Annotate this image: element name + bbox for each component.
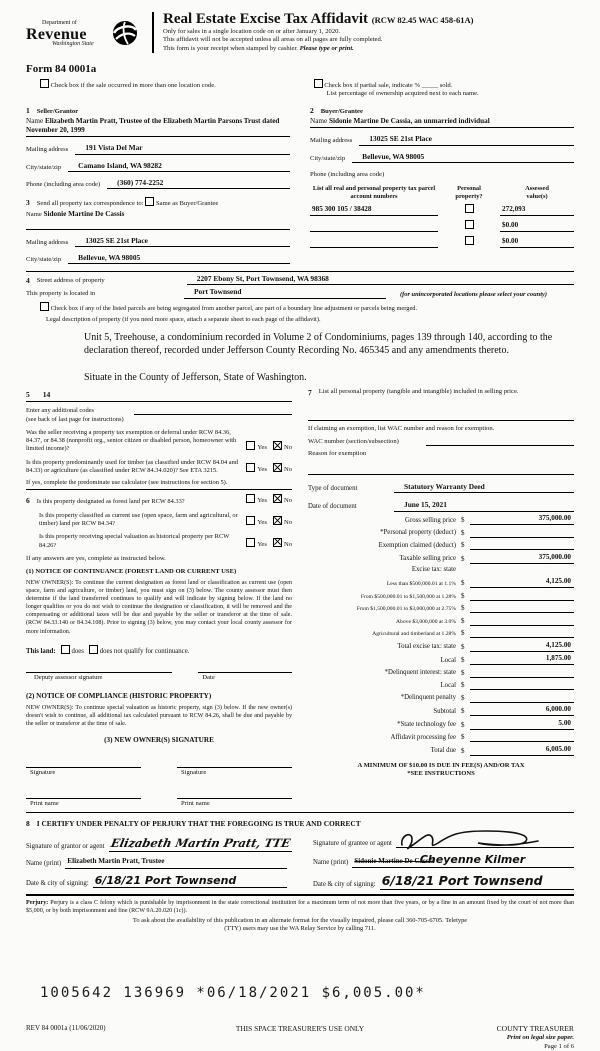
rev-form-number: REV 84 0001a (11/06/2020) xyxy=(26,1024,106,1033)
form-number: Form 84 0001a xyxy=(26,63,97,75)
question-historical-property: Is this property receiving special valuation as historical property per RCW 84.26? Yes No xyxy=(39,533,292,549)
tier2-tax-field[interactable] xyxy=(470,591,574,601)
seller-city-field[interactable]: Camano Island, WA 98282 xyxy=(68,161,290,172)
subtitle-line-3: This form is your receipt when stamped by cashier. Please type or print. xyxy=(163,44,354,52)
page-footer xyxy=(26,1024,574,1051)
located-in-row xyxy=(26,287,574,298)
rcw-reference: (RCW 82.45 WAC 458-61A) xyxy=(371,15,474,25)
exemption-claimed-field[interactable] xyxy=(470,540,574,550)
located-in-label: This property is located in xyxy=(26,290,96,298)
total-due-field[interactable]: 6,005.00 xyxy=(470,745,574,756)
question-timber-agriculture: Is this property predominantly used for timber (as classified under RCW 84.04 and 84.33) or agriculture (as classified under RCW 84.34.020)? See ETA 3215. Yes No xyxy=(26,458,292,474)
situate-text: Situate in the County of Jefferson, State of Washington. xyxy=(84,371,307,383)
seller-mailing-field[interactable]: 191 Vista Del Mar xyxy=(75,143,290,154)
seller-column: 1 Seller/Grantor Name Elizabeth Martin Pratt, Trustee of the Elizabeth Martin Parsons Trust dated November 20, 1999 Mailing address 191 Vista Del Mar City/state/zip Camano Island, WA 98282 Phone (including area code) (360) 774-2252 3 Send all property tax correspondence to: Same as Buyer/Grantee Name Sidonie Martine De Cassis Mailing address 13025 SE 21st Place City/state/zip Bellevue, WA 98005 xyxy=(26,106,290,264)
wac-number-field[interactable] xyxy=(426,435,574,446)
grantor-date-city-handwriting: 6/18/21 Port Townsend xyxy=(94,873,237,887)
street-address-label: Street address of property xyxy=(36,277,105,285)
grantee-date-city-handwriting: 6/18/21 Port Townsend xyxy=(381,872,543,888)
unincorporated-note: (for unincorporated locations please select your county) xyxy=(400,290,547,298)
parcel-number-field[interactable] xyxy=(310,236,438,248)
buyer-mailing-field[interactable]: 13025 SE 21st Place xyxy=(359,134,574,145)
revenue-swoosh-icon xyxy=(112,20,138,46)
buyer-phone-field[interactable] xyxy=(391,169,574,179)
question-forest-land: 6 Is this property designated as forest land per RCW 84.33? Yes No xyxy=(26,496,292,506)
seller-name-value: Elizabeth Martin Pratt, Trustee of the Elizabeth Martin Parsons Trust dated November 20, 1999 xyxy=(26,117,280,135)
q2-yes-checkbox[interactable] xyxy=(246,463,255,472)
type-of-document-label: Type of document xyxy=(308,484,358,492)
alternate-format-line-2: (TTY) users may use the WA Relay Service by calling 711. xyxy=(224,924,376,932)
q3-no-checkbox-checked[interactable] xyxy=(273,494,282,503)
does-qualify-checkbox[interactable] xyxy=(61,645,70,654)
same-as-buyer-label: Same as Buyer/Grantee xyxy=(156,200,219,208)
grantor-name-print-field[interactable]: Elizabeth Martin Pratt, Trustee xyxy=(65,857,287,869)
treasurer-receipt-stamp: 1005642 136969 *06/18/2021 $6,005.00* xyxy=(40,984,426,1001)
segregated-label: Check box if any of the listed parcels are being segregated from another parcel, are part of a boundary line adjustment or parcels being merged. xyxy=(50,304,418,312)
parcel-number-field[interactable] xyxy=(310,220,438,232)
land-qualify-row: This land: does does not qualify for continuance. xyxy=(26,645,292,656)
personal-property-deduct-field[interactable] xyxy=(470,528,574,538)
tier1-tax-field[interactable]: 4,125.00 xyxy=(470,577,574,588)
assessed-value-col-header: Assessed value(s) xyxy=(525,184,549,200)
grantor-signature: Elizabeth Martin Pratt, TTE xyxy=(109,836,292,851)
dept-of-label: Department of xyxy=(42,20,77,26)
left-questions-column: 5 14 Enter any additional codes (see back of last page for instructions) Was the seller receiving a property tax exemption or deferral under RCW 84.36, 84.37, or 84.38 (nonprofit org., senior citizen or disabled person, homeowner with limited income)? Yes No Is this property predominantly used for timber (as classified under RCW 84.04 and 84.33) or agriculture (as classified under RCW 84.34.020)? See ETA 3215. Yes No If yes, complete the predominate use calculator (see instructions for section 5). 6 Is this property designated as forest land per RCW 84.33? Yes No Is this property classified as current use (open space, farm and agricultural, or timber) land per RCW 84.34? Yes No Is this property receiving special valuation as historical property per RCW 84.26? Yes No If any answers are yes, complete as instructed below. (1) NOTICE OF CONTINUANCE (FOREST LAND OR CURRENT USE) NEW OWNER(S): To continue the current designation as forest land or classification as current use (open space, farm and agriculture, or timber) land, you must sign on (3) below. The county assessor must then determine if the land transferred continues to qualify and will indicate by signing below. If the land no longer qualifies or you do not wish to continue the designation or classification, it will be removed and the compensating or additional taxes will be due and payable by the seller or transferor at the time of sale. (RCW 84.33.140 or 84.34.108). Prior to signing (3) below, you may contact your local county assessor for more information. This land: does does not qualify for continuance. Deputy assessor signature Date (2) NOTICE OF COMPLIANCE (HISTORIC PROPERTY) NEW OWNER(S): To continue special valuation as historic property, sign (3) below. If the new owner(s) doesn't wish to continue, all additional tax calculated pursuant to RCW 84.26, shall be due and payable by the seller or transferor at the time of sale. (3) NEW OWNER(S) SIGNATURE Signature Signature Print name Print name xyxy=(26,390,292,807)
local-tax-field[interactable]: 1,875.00 xyxy=(470,654,574,665)
q1-yes-checkbox[interactable] xyxy=(246,441,255,450)
parcel-3-personal-checkbox[interactable] xyxy=(465,236,474,245)
grantee-signature-field[interactable] xyxy=(396,836,574,848)
buyer-heading: Buyer/Grantee xyxy=(320,108,363,116)
alternate-format-line-1: To ask about the availability of this publication in an alternate format for the visually impaired, please call 360-705-6705. Teletype xyxy=(132,916,468,924)
notice-compliance-body: NEW OWNER(S): To continue special valuation as historic property, sign (3) below. If the new owner(s) doesn't wish to continue, all additional tax calculated pursuant to RCW 84.26, shall be due and payable by the seller or transferor at the time of sale. xyxy=(26,705,292,728)
legal-description xyxy=(84,331,554,385)
q5-no-checkbox-checked[interactable] xyxy=(273,538,282,547)
notice-continuance-title: (1) NOTICE OF CONTINUANCE (FOREST LAND OR CURRENT USE) xyxy=(26,568,237,576)
seller-name-field[interactable]: Name Elizabeth Martin Pratt, Trustee of the Elizabeth Martin Parsons Trust dated November 20, 1999 xyxy=(26,117,290,137)
delinquent-interest-local-field[interactable] xyxy=(470,680,574,690)
located-in-field[interactable]: Port Townsend xyxy=(184,287,386,298)
seller-heading: Seller/Grantor xyxy=(36,108,79,116)
parcel-3-assessed-value[interactable]: $0.00 xyxy=(500,236,574,248)
agricultural-tax-field[interactable] xyxy=(470,628,574,638)
new-owner-signature-line-2[interactable]: Signature xyxy=(177,767,292,777)
street-address-field[interactable]: 2207 Ebony St, Port Townsend, WA 98368 xyxy=(187,274,574,285)
gross-selling-price-field[interactable]: 375,000.00 xyxy=(470,514,574,525)
buyer-city-field[interactable]: Bellevue, WA 98005 xyxy=(352,152,574,163)
does-not-qualify-checkbox[interactable] xyxy=(89,645,98,654)
form-header xyxy=(26,12,574,77)
question-exemption-deferral: Was the seller receiving a property tax exemption or deferral under RCW 84.36, 84.37, or 84.38 (nonprofit org., senior citizen or disabled person, homeowner with limited income)? Yes No xyxy=(26,428,292,453)
dor-logo xyxy=(26,20,138,54)
street-address-row: 4 Street address of property 2207 Ebony St, Port Townsend, WA 98368 xyxy=(26,274,574,285)
parcel-1-assessed-value[interactable]: 272,093 xyxy=(500,204,574,216)
parcel-1-personal-checkbox[interactable] xyxy=(465,204,474,213)
date-of-document-label: Date of document xyxy=(308,503,357,511)
excise-tax-state-header: Excise tax: state xyxy=(411,566,456,574)
grantee-name-handwriting: Cheyenne Kilmer xyxy=(419,853,526,867)
parcel-col-header: List all real and personal property tax parcel account numbers xyxy=(312,184,436,200)
new-owner-signature-line-1[interactable]: Signature xyxy=(26,767,141,777)
legal-description-label: Legal description of property (if you need more space, attach a separate sheet to each page of the affidavit). xyxy=(46,315,321,323)
q2-no-checkbox-checked[interactable] xyxy=(273,463,282,472)
additional-codes-label: Enter any additional codes xyxy=(26,406,94,414)
buyer-name-field[interactable]: Name Sidonie Martine De Cassia, an unmarried individual xyxy=(310,117,574,128)
delinquent-interest-state-field[interactable] xyxy=(470,668,574,678)
total-excise-state-field[interactable]: 4,125.00 xyxy=(470,641,574,652)
top-checkbox-row xyxy=(26,79,574,98)
parcel-2-assessed-value[interactable]: $0.00 xyxy=(500,220,574,232)
same-as-buyer-checkbox[interactable] xyxy=(145,197,154,206)
partial-sale-checkbox[interactable] xyxy=(314,79,323,88)
new-owner-print-name-2[interactable]: Print name xyxy=(177,798,292,808)
new-owner-signature-title: (3) NEW OWNER(S) SIGNATURE xyxy=(104,736,214,745)
revenue-wordmark: Revenue xyxy=(26,26,87,43)
grantee-signature-scribble xyxy=(398,829,548,851)
question-current-use: Is this property classified as current use (open space, farm and agricultural, or timber) land per RCW 84.34? Yes No xyxy=(39,511,292,527)
dor-logo-block xyxy=(26,12,144,77)
grantee-date-city-field[interactable] xyxy=(380,873,574,890)
exemption-instructions: If claiming an exemption, list WAC number and reason for exemption. xyxy=(308,424,495,432)
correspondence-name-value[interactable]: Sidonie Martine De Cassis xyxy=(43,210,125,219)
deputy-assessor-signature-line[interactable]: Deputy assessor signature xyxy=(26,672,172,682)
correspondence-city-field[interactable]: Bellevue, WA 98005 xyxy=(68,253,290,264)
grantor-signature-field[interactable] xyxy=(109,836,292,851)
right-tax-column: 7 List all personal property (tangible and intangible) included in selling price. If claiming an exemption, list WAC number and reason for exemption. WAC number (section/subsection) Reason for exemption Type of document Statutory Warranty Deed Date of document June 15, 2021 Gross selling price $ 375,000.00 *Personal property (deduct) $ Exemption claimed (deduct) $ Taxable selling price $ 375,000.00 Excise tax: state Less than $500,000.01 at 1.1% $ 4,125.00 From $500,000.01 to $1,500,000 at 1.28% $ From $1,500,000.01 to $3,000,000 at 2.75% $ Above $3,000,000 at 3.0% $ Agricultural and timberland at 1.28% $ Total excise tax: state $ 4,125.00 Local $ 1,875.00 *Delinquent interest: state $ Local $ *Delinquent penalty $ Subtotal $ 6,000.00 *State technology fee $ 5.00 Affidavit processing fee $ Total due $ 6,005.00 A MINIMUM OF $10.00 IS DUE IN FEE(S) AND/OR TAX *SEE INSTRUCTIONS xyxy=(308,388,574,808)
buyer-name-value: Sidonie Martine De Cassia, an unmarried individual xyxy=(328,117,490,126)
partial-sale-note: List percentage of ownership acquired next to each name. xyxy=(326,89,479,97)
page-indicator: Page 1 of 6 xyxy=(544,1042,574,1050)
tier3-tax-field[interactable] xyxy=(470,603,574,613)
grantor-signature-block: Signature of grantor or agent Elizabeth Martin Pratt, TTE Name (print) Elizabeth Martin Pratt, Trustee Date & city of signing: 6/18/21 Port Townsend xyxy=(26,836,292,887)
multi-location-checkbox[interactable] xyxy=(40,79,49,88)
county-treasurer-label: COUNTY TREASURER xyxy=(496,1024,574,1034)
additional-codes-field[interactable] xyxy=(134,404,292,415)
predominate-use-note: If yes, complete the predominate use calculator (see instructions for section 5). xyxy=(26,479,292,490)
page-title: Real Estate Excise Tax Affidavit (RCW 82.45 WAC 458-61A) xyxy=(163,11,474,27)
section3: 3 Send all property tax correspondence to: Same as Buyer/Grantee xyxy=(26,198,219,208)
additional-code-value[interactable]: 14 xyxy=(42,390,51,400)
grantee-name-printed-struck: Sidonie Martine De Cassia xyxy=(354,857,434,866)
notice-continuance-body: NEW OWNER(S): To continue the current designation as forest land or classification as current use (open space, farm and agriculture, or timber) land, you must sign on (3) below. The county assessor must then determine if the land transferred continues to qualify and will indicate by signing below. If the land no longer qualifies or you do not wish to continue the designation or classification, it will be removed and the compensating or additional taxes will be due and payable by the seller or transferor at the time of sale. (RCW 84.33.140 or 84.34.108). Prior to signing (3) below, you may contact your local county assessor for more information. xyxy=(26,580,292,635)
notice-compliance-title: (2) NOTICE OF COMPLIANCE (HISTORIC PROPERTY) xyxy=(26,692,212,701)
q3-yes-checkbox[interactable] xyxy=(246,494,255,503)
print-size-note: Print on legal size paper. xyxy=(506,1033,574,1041)
certification-heading: 8 I CERTIFY UNDER PENALTY OF PERJURY THAT THE FOREGOING IS TRUE AND CORRECT xyxy=(26,818,361,828)
wac-number-label: WAC number (section/subsection) xyxy=(308,437,399,445)
grantor-date-city-field[interactable] xyxy=(93,874,287,889)
affidavit-processing-fee-field[interactable] xyxy=(470,732,574,742)
personal-property-list-label: List all personal property (tangible and intangible) included in selling price. xyxy=(318,388,519,396)
minimum-fee-note: A MINIMUM OF $10.00 IS DUE IN FEE(S) AND/OR TAX *SEE INSTRUCTIONS xyxy=(357,761,525,778)
parcel-table xyxy=(310,185,574,248)
subtotal-field[interactable]: 6,000.00 xyxy=(470,705,574,716)
type-of-document-field[interactable]: Statutory Warranty Deed xyxy=(394,482,574,493)
q4-no-checkbox-checked[interactable] xyxy=(273,516,282,525)
date-of-document-field[interactable]: June 15, 2021 xyxy=(394,500,574,511)
q4-yes-checkbox[interactable] xyxy=(246,516,255,525)
codes-note: (see back of last page for instructions) xyxy=(26,415,124,423)
title-block xyxy=(152,12,574,53)
new-owner-print-name-1[interactable]: Print name xyxy=(26,798,141,808)
washington-state-label: Washington State xyxy=(52,41,94,47)
grantee-name-print-field[interactable] xyxy=(352,853,574,868)
segregated-row xyxy=(26,302,574,313)
treasurer-use-label: THIS SPACE TREASURER'S USE ONLY xyxy=(235,1024,365,1034)
subtitle-line-2: This affidavit will not be accepted unless all areas on all pages are fully completed. xyxy=(163,36,383,44)
personal-property-col-header: Personal property? xyxy=(455,184,483,200)
parcel-number-field[interactable]: 985 300 105 / 38428 xyxy=(310,204,438,216)
tier4-tax-field[interactable] xyxy=(470,616,574,626)
reason-exemption-label: Reason for exemption xyxy=(308,449,367,457)
q1-no-checkbox-checked[interactable] xyxy=(273,441,282,450)
seller-phone-field[interactable]: (360) 774-2252 xyxy=(107,178,290,189)
subtitle-line-1: Only for sales in a single location code on or after January 1, 2020. xyxy=(163,27,341,35)
state-technology-fee-field[interactable]: 5.00 xyxy=(470,719,574,730)
legal-description-text: Unit 5, Treehouse, a condominium recorded in Volume 2 of Condominiums, pages 139 through 140, according to the declaration thereof, recorded under Jefferson County Recording No. 465345 and any amendments thereto. xyxy=(84,331,553,357)
delinquent-penalty-field[interactable] xyxy=(470,693,574,703)
taxable-selling-price-field[interactable]: 375,000.00 xyxy=(470,553,574,564)
if-yes-note: If any answers are yes, complete as instructed below. xyxy=(26,554,166,562)
parcel-2-personal-checkbox[interactable] xyxy=(465,220,474,229)
multi-location-label: Check box if the sale occurred in more than one location code. xyxy=(50,81,216,89)
partial-sale-label: Check box if partial sale, indicate % _____ sold. xyxy=(324,81,453,89)
section3-label: Send all property tax correspondence to: xyxy=(36,200,144,208)
deputy-date-line[interactable]: Date xyxy=(198,672,292,682)
buyer-column: 2 Buyer/Grantee Name Sidonie Martine De Cassia, an unmarried individual Mailing address 13025 SE 21st Place City/state/zip Bellevue, WA 98005 Phone (including area code) List all real and personal property tax parcel account numbers Personal property? Assessed value(s) 985 300 105 / 38428 272,093 $0.00 $0.00 xyxy=(310,106,574,264)
q5-yes-checkbox[interactable] xyxy=(246,538,255,547)
segregated-checkbox[interactable] xyxy=(40,302,49,311)
grantee-signature-block: Signature of grantee or agent Name (print) Sidonie Martine De CassiaCheyenne Kilmer Date & city of signing: 6/18/21 Port Townsend xyxy=(313,831,574,889)
perjury-paragraph: Perjury: Perjury is a class C felony which is punishable by imprisonment in the state correctional institution for a maximum term of not more than five years, or by a fine in an amount fixed by the court of not more than $5,000, or by both imprisonment and fine (RCW 9A.20.020 (1c)). xyxy=(26,899,574,914)
correspondence-mailing-field[interactable]: 13025 SE 21st Place xyxy=(75,236,290,247)
